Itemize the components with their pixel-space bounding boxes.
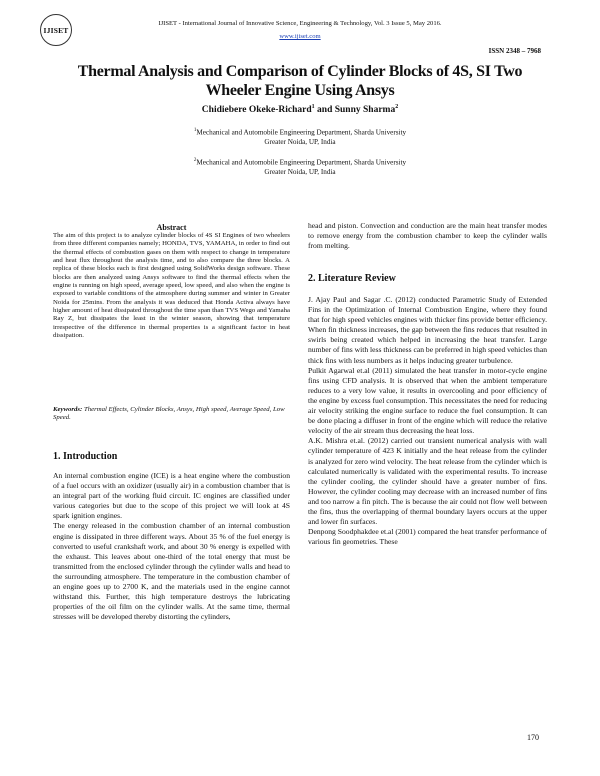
abstract-text: The aim of this project is to analyze cylinder blocks of 4S SI Engines of two wheelers from three different companies namely; HONDA, TVS, YAMAHA, in order to find out the thermal effects of combustion gases on them with respect to change in temperature and heat flux throughout the analysis time, and to also compare the three blocks. A replica of these blocks each is first designed using SolidWorks design software. These blocks are then analyzed using Ansys software to find the thermal effects when the engine is running on high speed, average speed, low speed, and also when the engine is exposed to variable conditions of the atmosphere during summer and winter in Greater Noida for 25mins. From the analysis it was deduced that Honda Activa always have higher amount of heat dissipated throughout the time span than TVS Wego and Yamaha Ray Z, but dissipates the least in the winter season, showing that temperature irrespective of the difference in thermal properties is a significant factor in heat dissipation.	[53, 232, 290, 340]
paper-authors	[0, 104, 600, 115]
author-1: Chidiebere Okeke-Richard	[201, 105, 312, 116]
journal-header: IJISET - International Journal of Innovative Science, Engineering & Technology, Vol. 3 Issue 5, May 2016.	[158, 20, 442, 27]
lit-paragraph: Pulkit Agarwal et.al (2011) simulated the heat transfer in motor-cycle engine fins using CFD analysis. It is observed that when the ambient temperature reduces to a very low value, it results in overcooling and poor efficiency of the engine by excess fuel consumption. This necessitates the need for reducing air velocity striking the engine surface to reduce the fuel consumption. It can be done placing a diffuser in front of the engine which will reduce the relative velocity of the air stream thus decreasing the heat loss.	[308, 365, 547, 436]
lit-paragraph: J. Ajay Paul and Sagar .C. (2012) conducted Parametric Study of Extended Fins in the Optimization of Internal Combustion Engine, where they found that for high speed vehicles engines with thicker fins provide better efficiency. When fin thickness increases, the gap between the fins reduces that resulted in swirls being created which helped in increasing the heat transfer. Large number of fins with less thickness can be preferred in high speed vehicles than thick fins with less numbers as it helps inducing greater turbulence.	[308, 295, 547, 365]
page-number: 170	[527, 733, 539, 742]
lit-paragraph: Denpong Soodphakdee et.al (2001) compared the heat transfer performance of various fin geometries. These	[308, 527, 547, 547]
introduction-heading: 1. Introduction	[53, 451, 118, 462]
aff2-sup: 2	[193, 158, 197, 163]
aff1-line1: Mechanical and Automobile Engineering Department, Sharda University	[196, 128, 407, 137]
intro-paragraph: The energy released in the combustion chamber of an internal combustion engine is dissipated in three different ways. About 35 % of the fuel energy is converted to useful crankshaft work, and about 30 % energy is expelled with the exhaust. This leaves about one-third of the total energy that must be transmitted from the enclosed cylinder through the cylinder walls and head to the surrounding atmosphere. The temperature in the combustion chamber of an engine goes up to 2700 K, and the materials used in the engine cannot withstand this. Further, this high temperature destroys the lubricating properties of the oil film on the cylinder walls. At the same time, thermal stresses will be developed thereby distorting the cylinders,	[53, 521, 290, 622]
author-2-sup: 2	[395, 104, 399, 110]
continuation-paragraph: head and piston. Convection and conduction are the main heat transfer modes to remove energy from the combustion chamber to keep the cylinder walls from melting.	[308, 221, 547, 251]
lit-paragraph: A.K. Mishra et.al. (2012) carried out transient numerical analysis with wall cylinder temperature of 423 K initially and the heat release from the cylinder is analyzed for zero wind velocity. The heat release from the cylinder which is calculated numerically is validated with the experimental results. To increase the cylinder cooling, the cylinder should have a greater number of fins. However, the cylinder cooling may decrease with an increased number of fins and too narrow a fin pitch. The is because the air could not flow well between the fins, thus the overlapping of thermal boundary layers occurs at the upper and lower fin surfaces.	[308, 436, 547, 527]
intro-paragraph: An internal combustion engine (ICE) is a heat engine where the combustion of a fuel occurs with an oxidizer (usually air) in a combustion chamber that is an integral part of the working fluid circuit. IC engines are classified under various categories but due to the scope of this project we will look at 4S spark ignition engines.	[53, 471, 290, 521]
abstract-heading: Abstract	[156, 223, 187, 232]
author-2: and Sunny Sharma	[314, 105, 396, 116]
aff1-sup: 1	[193, 128, 197, 133]
paper-title: Thermal Analysis and Comparison of Cylinder Blocks of 4S, SI Two Wheeler Engine Using Ansys	[77, 63, 523, 99]
aff2-line1: Mechanical and Automobile Engineering Department, Sharda University	[196, 158, 407, 167]
affiliation-1	[0, 126, 600, 147]
journal-url-link[interactable]: www.ijiset.com	[279, 33, 321, 40]
author-1-sup: 1	[311, 104, 315, 110]
literature-review-heading: 2. Literature Review	[308, 273, 396, 284]
aff1-line2: Greater Noida, UP, India	[264, 137, 336, 146]
keywords	[53, 406, 290, 423]
logo-text: IJISET	[43, 25, 69, 35]
issn: ISSN 2348 – 7968	[488, 47, 541, 55]
keywords-label: Keywords:	[53, 406, 83, 413]
introduction-body	[53, 471, 290, 622]
keywords-list: Thermal Effects, Cylinder Blocks, Ansys, High speed, Average Speed, Low Speed.	[53, 406, 285, 422]
aff2-line2: Greater Noida, UP, India	[264, 167, 336, 176]
journal-logo	[40, 14, 72, 46]
right-column-continuation	[308, 221, 547, 251]
literature-review-body	[308, 295, 547, 547]
affiliation-2	[0, 156, 600, 177]
